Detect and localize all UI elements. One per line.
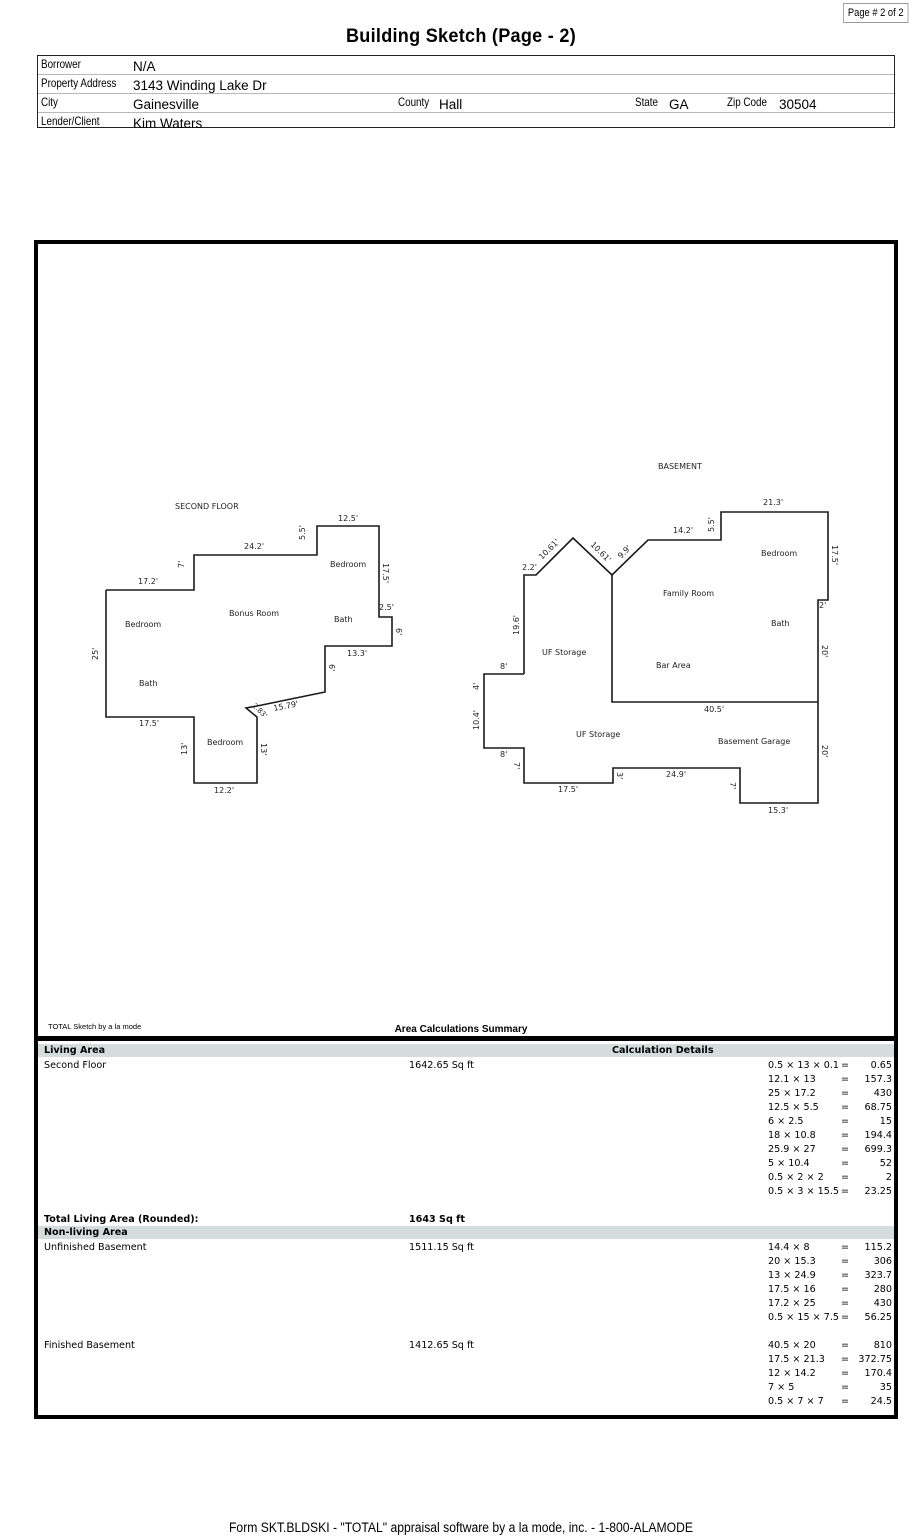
dimension-label: 2.83': [250, 701, 269, 720]
dimension-label: 9.9': [616, 543, 633, 561]
calc-result: 699.3: [864, 1144, 892, 1155]
equals-sign: =: [841, 1130, 850, 1141]
equals-sign: =: [841, 1116, 850, 1127]
calc-expression: 0.5 × 13 × 0.1: [768, 1060, 839, 1071]
dimension-label: 2': [819, 601, 827, 610]
calc-row: [768, 1312, 892, 1326]
sketch-area: [34, 240, 898, 1040]
calc-row: [768, 1298, 892, 1312]
calc-expression: 7 × 5: [768, 1382, 795, 1393]
state-label: State: [635, 95, 658, 109]
calc-expression: 40.5 × 20: [768, 1340, 816, 1351]
living-area-heading: Living Area: [44, 1045, 106, 1056]
dimension-label: 17.5': [830, 545, 839, 566]
calc-expression: 0.5 × 15 × 7.5: [768, 1312, 839, 1323]
calc-expression: 5 × 10.4: [768, 1158, 810, 1169]
calc-row: [768, 1088, 892, 1102]
form-footer: Form SKT.BLDSKI - "TOTAL" appraisal software by a la mode, inc. - 1-800-ALAMODE: [229, 1520, 693, 1535]
calc-result: 68.75: [864, 1102, 892, 1113]
dimension-label: 5.5': [707, 517, 716, 532]
equals-sign: =: [841, 1158, 850, 1169]
equals-sign: =: [841, 1270, 850, 1281]
dimension-label: 17.5': [558, 785, 579, 794]
calc-expression: 13 × 24.9: [768, 1270, 816, 1281]
state-value: GA: [669, 97, 689, 112]
city-value: Gainesville: [133, 97, 200, 112]
borrower-row: [38, 56, 894, 75]
unfinished-basement-name: Unfinished Basement: [44, 1242, 147, 1253]
calc-expression: 0.5 × 2 × 2: [768, 1172, 824, 1183]
calc-result: 430: [873, 1298, 892, 1309]
dimension-label: 8': [500, 662, 508, 671]
dimension-label: 5.5': [298, 525, 307, 540]
page-number: Page # 2 of 2: [843, 3, 908, 23]
area-summary-table: [34, 1037, 898, 1419]
zip-label: Zip Code: [727, 95, 767, 109]
calc-result: 115.2: [864, 1242, 892, 1253]
room-label: Family Room: [663, 589, 715, 598]
calc-row: [768, 1158, 892, 1172]
zip-value: 30504: [779, 97, 817, 112]
second-floor-calcs: [768, 1060, 892, 1200]
calc-row: [768, 1270, 892, 1284]
calc-expression: 17.5 × 16: [768, 1284, 816, 1295]
unfinished-basement-area: 1511.15 Sq ft: [409, 1242, 474, 1253]
calc-details-heading: Calculation Details: [612, 1045, 714, 1056]
second-floor-name: Second Floor: [44, 1060, 107, 1071]
family-room-outline: [612, 575, 818, 702]
dimension-label: 6': [394, 628, 403, 636]
calc-result: 280: [873, 1284, 892, 1295]
equals-sign: =: [841, 1312, 850, 1323]
calc-result: 430: [873, 1088, 892, 1099]
dimension-label: 2.2': [522, 563, 537, 572]
city-label: City: [41, 95, 58, 109]
finished-basement-calcs: [768, 1340, 892, 1410]
equals-sign: =: [841, 1256, 850, 1267]
dimension-label: 13': [259, 743, 268, 756]
room-label: Basement Garage: [718, 737, 791, 746]
room-label: Bedroom: [207, 738, 244, 747]
calc-row: [768, 1284, 892, 1298]
calc-result: 306: [873, 1256, 892, 1267]
room-label: Bedroom: [330, 560, 367, 569]
dimension-label: 7': [177, 560, 186, 568]
dimension-label: 20': [820, 745, 829, 758]
basement-title: BASEMENT: [658, 462, 702, 471]
calc-expression: 25.9 × 27: [768, 1144, 816, 1155]
calc-result: 24.5: [870, 1396, 892, 1407]
dimension-label: 4': [472, 682, 481, 690]
lender-value: Kim Waters: [133, 116, 203, 131]
dimension-label: 3': [615, 772, 624, 780]
calc-expression: 12.5 × 5.5: [768, 1102, 819, 1113]
calc-result: 23.25: [864, 1186, 892, 1197]
calc-row: [768, 1242, 892, 1256]
calc-expression: 25 × 17.2: [768, 1088, 816, 1099]
dimension-label: 14.2': [673, 526, 694, 535]
calc-row: [768, 1340, 892, 1354]
lender-row: [38, 113, 894, 131]
calc-result: 170.4: [864, 1368, 892, 1379]
calc-result: 0.65: [870, 1060, 892, 1071]
calc-row: [768, 1130, 892, 1144]
room-label: Bedroom: [125, 620, 162, 629]
nonliving-area-header: [38, 1226, 894, 1239]
room-label: Bath: [139, 679, 158, 688]
equals-sign: =: [841, 1088, 850, 1099]
total-living-value: 1643 Sq ft: [409, 1214, 465, 1225]
room-label: UF Storage: [576, 730, 621, 739]
second-floor-area: 1642.65 Sq ft: [409, 1060, 474, 1071]
equals-sign: =: [841, 1102, 850, 1113]
room-label: Bonus Room: [229, 609, 280, 618]
calc-expression: 12 × 14.2: [768, 1368, 816, 1379]
total-living-label: Total Living Area (Rounded):: [44, 1214, 199, 1225]
calc-expression: 6 × 2.5: [768, 1116, 804, 1127]
calc-row: [768, 1172, 892, 1186]
equals-sign: =: [841, 1354, 850, 1365]
equals-sign: =: [841, 1144, 850, 1155]
dimension-label: 20': [820, 645, 829, 658]
calc-expression: 12.1 × 13: [768, 1074, 816, 1085]
address-value: 3143 Winding Lake Dr: [133, 78, 267, 93]
equals-sign: =: [841, 1074, 850, 1085]
dimension-label: 25': [91, 647, 100, 660]
calc-row: [768, 1144, 892, 1158]
dimension-label: 17.2': [138, 577, 159, 586]
floor-plan-drawing: [34, 240, 898, 1040]
room-label: UF Storage: [542, 648, 587, 657]
dimension-label: 12.5': [338, 514, 359, 523]
property-header-table: [37, 55, 895, 131]
calc-row: [768, 1186, 892, 1200]
dimension-label: 10.61': [537, 537, 562, 562]
equals-sign: =: [841, 1298, 850, 1309]
dimension-label: 10.61': [588, 540, 613, 565]
calc-result: 2: [885, 1172, 892, 1183]
calc-result: 56.25: [864, 1312, 892, 1323]
dimension-label: 21.3': [763, 498, 784, 507]
calc-expression: 17.2 × 25: [768, 1298, 816, 1309]
dimension-label: 12.2': [214, 786, 235, 795]
page-title: Building Sketch (Page - 2): [345, 26, 577, 47]
dimension-label: 13': [180, 742, 189, 755]
sketch-credit: TOTAL Sketch by a la mode: [48, 1022, 142, 1031]
calc-row: [768, 1102, 892, 1116]
dimension-label: 17.5': [381, 563, 390, 584]
dimension-label: 24.9': [666, 770, 687, 779]
calc-result: 157.3: [864, 1074, 892, 1085]
dimension-label: 17.5': [139, 719, 160, 728]
equals-sign: =: [841, 1242, 850, 1253]
calc-result: 15: [879, 1116, 892, 1127]
summary-title: Area Calculations Summary: [394, 1024, 528, 1035]
calc-expression: 18 × 10.8: [768, 1130, 816, 1141]
living-area-header: [38, 1044, 894, 1057]
room-label: Bedroom: [761, 549, 798, 558]
equals-sign: =: [841, 1186, 850, 1197]
calc-row: [768, 1368, 892, 1382]
dimension-label: 40.5': [704, 705, 725, 714]
nonliving-area-heading: Non-living Area: [44, 1227, 128, 1238]
dimension-label: 7': [512, 762, 521, 770]
dimension-label: 6': [327, 664, 336, 672]
calc-result: 810: [873, 1340, 892, 1351]
unfinished-basement-calcs: [768, 1242, 892, 1326]
address-row: [38, 75, 894, 94]
county-label: County: [398, 95, 430, 109]
dimension-label: 10.4': [472, 709, 481, 730]
calc-row: [768, 1396, 892, 1410]
calc-expression: 20 × 15.3: [768, 1256, 816, 1267]
calc-expression: 17.5 × 21.3: [768, 1354, 825, 1365]
second-floor-title: SECOND FLOOR: [175, 502, 239, 511]
calc-result: 35: [879, 1382, 892, 1393]
county-value: Hall: [439, 97, 463, 112]
calc-result: 372.75: [858, 1354, 892, 1365]
room-label: Bar Area: [656, 661, 691, 670]
calc-row: [768, 1060, 892, 1074]
dimension-label: 13.3': [347, 649, 368, 658]
equals-sign: =: [841, 1284, 850, 1295]
equals-sign: =: [841, 1368, 850, 1379]
calc-expression: 14.4 × 8: [768, 1242, 810, 1253]
dimension-label: 15.79': [272, 699, 300, 713]
address-label: Property Address: [41, 76, 117, 90]
calc-row: [768, 1256, 892, 1270]
calc-row: [768, 1074, 892, 1088]
calc-expression: 0.5 × 3 × 15.5: [768, 1186, 839, 1197]
equals-sign: =: [841, 1396, 850, 1407]
lender-label: Lender/Client: [41, 114, 100, 128]
dimension-label: 24.2': [244, 542, 265, 551]
dimension-label: 15.3': [768, 806, 789, 815]
room-label: Bath: [771, 619, 790, 628]
dimension-label: 2.5': [379, 603, 394, 612]
dimension-label: 19.6': [512, 614, 521, 635]
borrower-value: N/A: [133, 59, 156, 74]
city-row: [38, 94, 894, 113]
equals-sign: =: [841, 1172, 850, 1183]
dimension-label: 8': [500, 750, 508, 759]
calc-result: 194.4: [864, 1130, 892, 1141]
calc-expression: 0.5 × 7 × 7: [768, 1396, 824, 1407]
calc-row: [768, 1382, 892, 1396]
borrower-label: Borrower: [41, 57, 81, 71]
equals-sign: =: [841, 1340, 850, 1351]
calc-row: [768, 1116, 892, 1130]
calc-result: 52: [879, 1158, 892, 1169]
calc-result: 323.7: [864, 1270, 892, 1281]
dimension-label: 7': [728, 782, 737, 790]
finished-basement-name: Finished Basement: [44, 1340, 135, 1351]
equals-sign: =: [841, 1382, 850, 1393]
calc-row: [768, 1354, 892, 1368]
equals-sign: =: [841, 1060, 850, 1071]
finished-basement-area: 1412.65 Sq ft: [409, 1340, 474, 1351]
room-label: Bath: [334, 615, 353, 624]
